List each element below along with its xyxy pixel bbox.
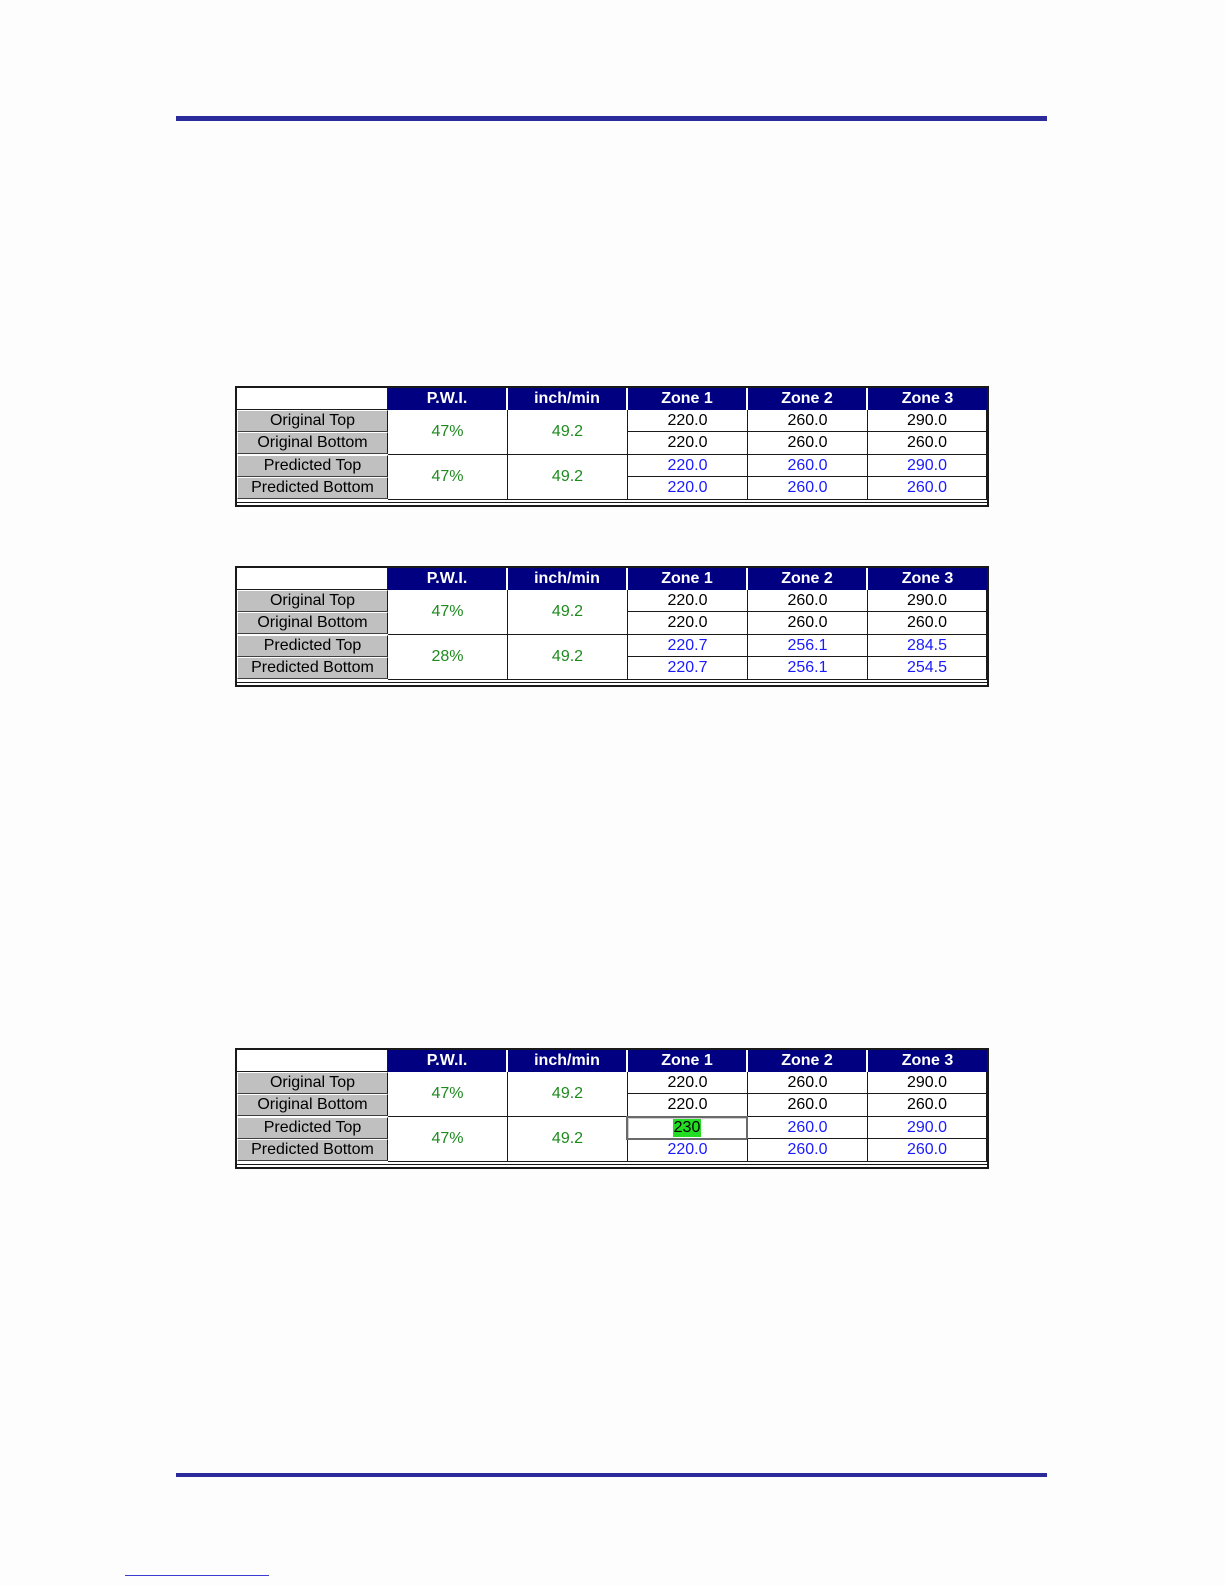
row-label-predicted-bottom: Predicted Bottom (237, 1139, 388, 1161)
original-speed-cell[interactable]: 49.2 (508, 590, 628, 635)
row-label-predicted-top: Predicted Top (237, 1117, 388, 1139)
original-top-zone-3-cell[interactable]: 290.0 (868, 590, 987, 612)
prediction-table-1 (235, 386, 989, 507)
table-footer-row (237, 682, 987, 685)
col-header-zone-1: Zone 1 (628, 568, 748, 590)
predicted-bottom-zone-2-cell[interactable]: 256.1 (748, 657, 868, 680)
table-footer-row (237, 1164, 987, 1167)
footer-rule (176, 1473, 1047, 1477)
predicted-top-zone-2-cell[interactable]: 260.0 (748, 455, 868, 477)
col-header-pwi: P.W.I. (388, 388, 508, 410)
original-bottom-zone-1-cell[interactable]: 220.0 (628, 1094, 748, 1117)
col-header-zone-3: Zone 3 (868, 1050, 987, 1072)
header-rule (176, 116, 1047, 121)
original-bottom-zone-3-cell[interactable]: 260.0 (868, 432, 987, 455)
predicted-top-zone-3-cell[interactable]: 284.5 (868, 635, 987, 657)
predicted-speed-cell[interactable]: 49.2 (508, 1117, 628, 1162)
col-header-zone-2: Zone 2 (748, 568, 868, 590)
table-footer-row (237, 502, 987, 505)
row-label-original-bottom: Original Bottom (237, 432, 388, 454)
predicted-bottom-zone-1-cell[interactable]: 220.7 (628, 657, 748, 680)
predicted-pwi-cell[interactable]: 28% (388, 635, 508, 680)
col-header-zone-1: Zone 1 (628, 1050, 748, 1072)
predicted-top-zone-3-cell[interactable]: 290.0 (868, 455, 987, 477)
original-pwi-cell[interactable]: 47% (388, 410, 508, 455)
predicted-bottom-zone-3-cell[interactable]: 260.0 (868, 1139, 987, 1162)
row-label-original-top: Original Top (237, 590, 388, 612)
predicted-pwi-cell[interactable]: 47% (388, 455, 508, 500)
predicted-top-zone-1-cell[interactable]: 220.7 (628, 635, 748, 657)
original-speed-cell[interactable]: 49.2 (508, 410, 628, 455)
row-label-original-bottom: Original Bottom (237, 612, 388, 634)
original-pwi-cell[interactable]: 47% (388, 590, 508, 635)
predicted-top-zone-1-edit-cell[interactable] (626, 1116, 748, 1140)
col-header-zone-2: Zone 2 (748, 388, 868, 410)
predicted-speed-cell[interactable]: 49.2 (508, 455, 628, 500)
predicted-bottom-zone-2-cell[interactable]: 260.0 (748, 1139, 868, 1162)
predicted-bottom-zone-3-cell[interactable]: 254.5 (868, 657, 987, 680)
original-bottom-zone-1-cell[interactable]: 220.0 (628, 432, 748, 455)
original-pwi-cell[interactable]: 47% (388, 1072, 508, 1117)
original-top-zone-3-cell[interactable]: 290.0 (868, 1072, 987, 1094)
original-bottom-zone-3-cell[interactable]: 260.0 (868, 1094, 987, 1117)
corner-cell (237, 388, 388, 410)
col-header-pwi: P.W.I. (388, 1050, 508, 1072)
col-header-zone-2: Zone 2 (748, 1050, 868, 1072)
original-top-zone-2-cell[interactable]: 260.0 (748, 590, 868, 612)
row-label-predicted-top: Predicted Top (237, 455, 388, 477)
original-bottom-zone-3-cell[interactable]: 260.0 (868, 612, 987, 635)
original-top-zone-1-cell[interactable]: 220.0 (628, 410, 748, 432)
original-bottom-zone-1-cell[interactable]: 220.0 (628, 612, 748, 635)
predicted-pwi-cell[interactable]: 47% (388, 1117, 508, 1162)
prediction-table-2 (235, 566, 989, 687)
predicted-top-zone-2-cell[interactable]: 260.0 (748, 1117, 868, 1139)
row-label-predicted-bottom: Predicted Bottom (237, 657, 388, 679)
corner-cell (237, 568, 388, 590)
col-header-pwi: P.W.I. (388, 568, 508, 590)
original-top-zone-2-cell[interactable]: 260.0 (748, 410, 868, 432)
predicted-bottom-zone-2-cell[interactable]: 260.0 (748, 477, 868, 500)
original-bottom-zone-2-cell[interactable]: 260.0 (748, 432, 868, 455)
footer-link-underline[interactable] (125, 1575, 269, 1576)
row-label-original-bottom: Original Bottom (237, 1094, 388, 1116)
row-label-original-top: Original Top (237, 1072, 388, 1094)
row-label-predicted-bottom: Predicted Bottom (237, 477, 388, 499)
col-header-zone-3: Zone 3 (868, 568, 987, 590)
prediction-table-3 (235, 1048, 989, 1169)
predicted-bottom-zone-1-cell[interactable]: 220.0 (628, 477, 748, 500)
col-header-speed: inch/min (508, 568, 628, 590)
row-label-original-top: Original Top (237, 410, 388, 432)
original-bottom-zone-2-cell[interactable]: 260.0 (748, 1094, 868, 1117)
predicted-bottom-zone-1-cell[interactable]: 220.0 (628, 1139, 748, 1162)
predicted-bottom-zone-3-cell[interactable]: 260.0 (868, 477, 987, 500)
corner-cell (237, 1050, 388, 1072)
original-top-zone-1-cell[interactable]: 220.0 (628, 590, 748, 612)
col-header-zone-1: Zone 1 (628, 388, 748, 410)
predicted-speed-cell[interactable]: 49.2 (508, 635, 628, 680)
edit-cell-selected-text[interactable]: 230 (673, 1119, 701, 1136)
original-speed-cell[interactable]: 49.2 (508, 1072, 628, 1117)
original-bottom-zone-2-cell[interactable]: 260.0 (748, 612, 868, 635)
original-top-zone-1-cell[interactable]: 220.0 (628, 1072, 748, 1094)
row-label-predicted-top: Predicted Top (237, 635, 388, 657)
original-top-zone-2-cell[interactable]: 260.0 (748, 1072, 868, 1094)
predicted-top-zone-2-cell[interactable]: 256.1 (748, 635, 868, 657)
predicted-top-zone-1-cell[interactable]: 220.0 (628, 455, 748, 477)
col-header-zone-3: Zone 3 (868, 388, 987, 410)
original-top-zone-3-cell[interactable]: 290.0 (868, 410, 987, 432)
predicted-top-zone-3-cell[interactable]: 290.0 (868, 1117, 987, 1139)
col-header-speed: inch/min (508, 1050, 628, 1072)
col-header-speed: inch/min (508, 388, 628, 410)
